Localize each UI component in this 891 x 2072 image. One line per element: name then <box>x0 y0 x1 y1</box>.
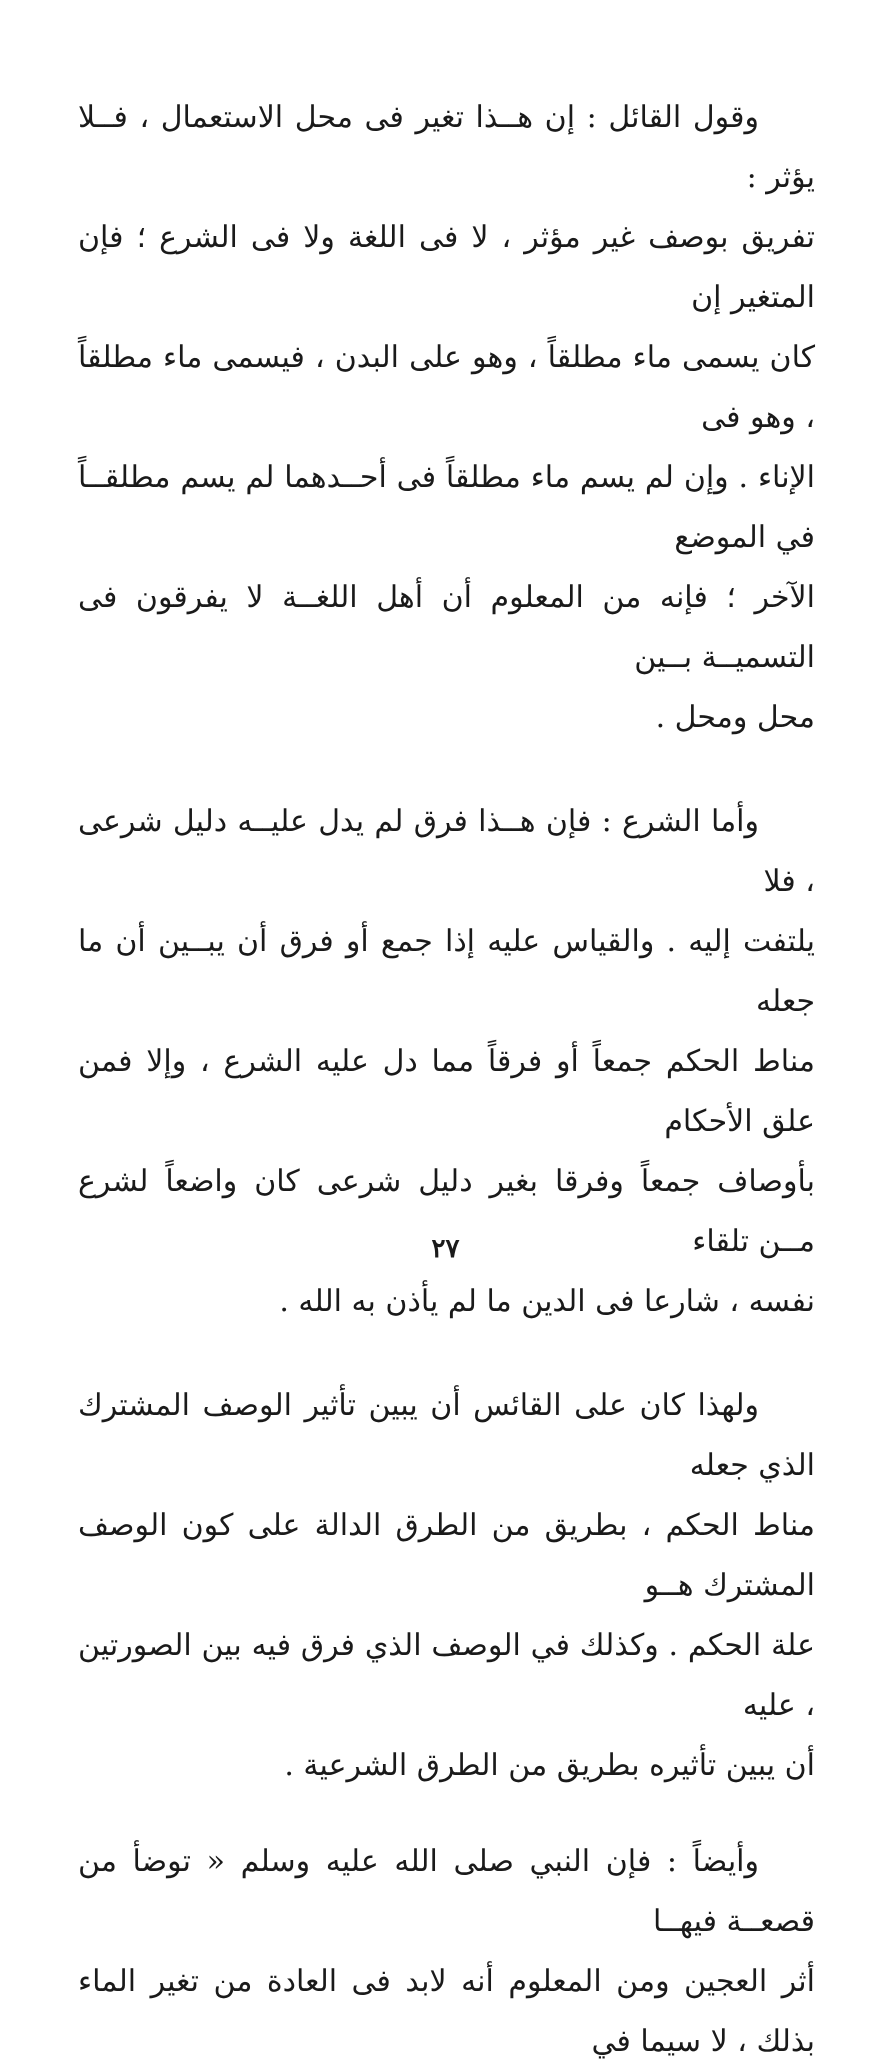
page-number: ٢٧ <box>431 1234 460 1264</box>
text-line: وأما الشرع : فإن هــذا فرق لم يدل عليــه دليل شرعى ، فلا <box>78 804 815 899</box>
paragraph-4 <box>78 1832 815 2072</box>
text-line: علة الحكم . وكذلك في الوصف الذي فرق فيه بين الصورتين ، عليه <box>78 1628 815 1723</box>
text-line: الآخر ؛ فإنه من المعلوم أن أهل اللغــة لا يفرقون فى التسميــة بــين <box>78 580 815 675</box>
text-line: مناط الحكم جمعاً أو فرقاً مما دل عليه الشرع ، وإلا فمن علق الأحكام <box>78 1044 815 1139</box>
text-line: يلتفت إليه . والقياس عليه إذا جمع أو فرق أن يبــين أن ما جعله <box>78 924 815 1019</box>
text-line: محل ومحل . <box>655 700 815 735</box>
text-line: ولهذا كان على القائس أن يبين تأثير الوصف المشترك الذي جعله <box>78 1388 815 1483</box>
text-line: الإناء . وإن لم يسم ماء مطلقاً فى أحــدهما لم يسم مطلقــاً في الموضع <box>78 460 815 555</box>
text-line: وأيضاً : فإن النبي صلى الله عليه وسلم « توضأ من قصعــة فيهــا <box>78 1844 815 1939</box>
paragraph-1 <box>78 88 815 748</box>
text-line: بأوصاف جمعاً وفرقا بغير دليل شرعى كان واضعاً لشرع مــن تلقاء <box>78 1164 815 1259</box>
text-line: مناط الحكم ، بطريق من الطرق الدالة على كون الوصف المشترك هــو <box>78 1508 815 1603</box>
text-line: تفريق بوصف غير مؤثر ، لا فى اللغة ولا فى الشرع ؛ فإن المتغير إن <box>78 220 815 315</box>
text-line: كان يسمى ماء مطلقاً ، وهو على البدن ، فيسمى ماء مطلقاً ، وهو فى <box>78 340 815 435</box>
body-text <box>78 88 815 2072</box>
text-line: نفسه ، شارعا فى الدين ما لم يأذن به الله . <box>279 1284 815 1319</box>
text-line: أن يبين تأثيره بطريق من الطرق الشرعية . <box>284 1748 815 1783</box>
text-line: وقول القائل : إن هــذا تغير فى محل الاستعمال ، فــلا يؤثر : <box>78 100 815 195</box>
paragraph-3 <box>78 1376 815 1796</box>
text-line: أثر العجين ومن المعلوم أنه لابد فى العادة من تغير الماء بذلك ، لا سيما في <box>78 1964 815 2059</box>
